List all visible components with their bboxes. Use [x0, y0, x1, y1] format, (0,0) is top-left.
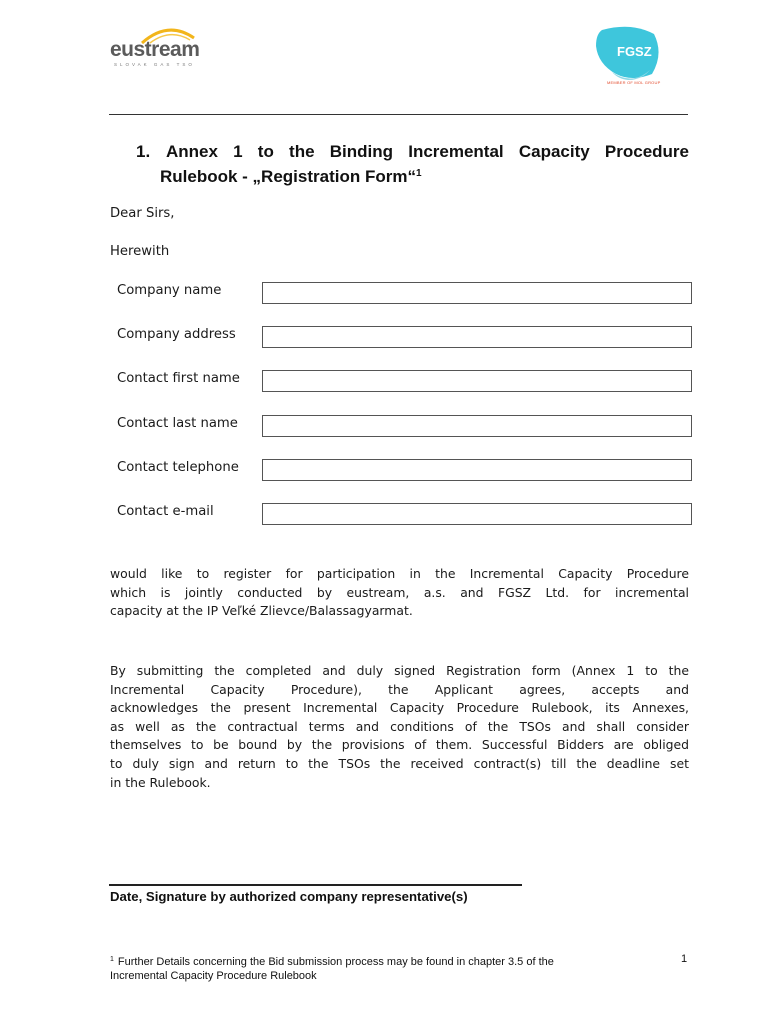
fgsz-logo-tagline: MEMBER OF MOL GROUP: [607, 80, 661, 85]
company-address-label: Company address: [117, 327, 236, 342]
paragraph-line: acknowledges the present Incremental Capacity Procedure Rulebook, its Annexes,: [110, 700, 689, 716]
contact-telephone-field[interactable]: [262, 459, 692, 481]
contact-first-name-field[interactable]: [262, 370, 692, 392]
paragraph-line: in the Rulebook.: [110, 774, 211, 790]
section-number: 1.: [136, 142, 151, 161]
footnote-ref: 1: [415, 168, 422, 179]
company-address-field[interactable]: [262, 326, 692, 348]
company-name-field[interactable]: [262, 282, 692, 304]
terms-paragraph: [110, 662, 689, 792]
paragraph-line: By submitting the completed and duly signed Registration form (Annex 1 to the: [110, 663, 689, 678]
greeting: Dear Sirs,: [110, 206, 175, 221]
paragraph-line: which is jointly conducted by eustream, a.s. and FGSZ Ltd. for incremental: [110, 584, 689, 600]
intro-text: Herewith: [110, 244, 170, 259]
paragraph-line: themselves to be bound by the provisions of them. Successful Bidders are obliged: [110, 737, 689, 753]
title-line-2: Rulebook - „Registration Form“$^1$: [160, 167, 422, 186]
signature-line: [109, 884, 522, 886]
contact-email-field[interactable]: [262, 503, 692, 525]
company-name-label: Company name: [117, 283, 222, 298]
footnote-line-1: Further Details concerning the Bid submission process may be found in chapter 3.5 of the: [117, 956, 554, 968]
fgsz-logo: FGSZ: [617, 44, 652, 59]
title-line-1: Annex 1 to the Binding Incremental Capacity Procedure: [166, 142, 689, 161]
paragraph-line: would like to register for participation in the Incremental Capacity Procedure: [110, 566, 689, 581]
paragraph-line: capacity at the IP Veľké Zlievce/Balassagyarmat.: [110, 603, 413, 619]
contact-last-name-label: Contact last name: [117, 416, 238, 431]
contact-telephone-label: Contact telephone: [117, 460, 239, 475]
contact-last-name-field[interactable]: [262, 415, 692, 437]
eustream-logo: eustream: [110, 38, 200, 61]
paragraph-line: to duly sign and return to the TSOs the received contract(s) till the deadline set: [110, 755, 689, 771]
paragraph-line: as well as the contractual terms and conditions of the TSOs and shall consider: [110, 718, 689, 734]
header-divider: [109, 114, 688, 115]
contact-first-name-label: Contact first name: [117, 371, 240, 386]
page-number: 1: [681, 953, 688, 965]
paragraph-line: Incremental Capacity Procedure), the Applicant agrees, accepts and: [110, 681, 689, 697]
footnote-line-2: Incremental Capacity Procedure Rulebook: [110, 970, 317, 982]
signature-label: Date, Signature by authorized company representative(s): [110, 889, 468, 904]
registration-paragraph: [110, 565, 689, 621]
eustream-logo-tagline: SLOVAK GAS TSO: [114, 62, 195, 67]
footnote-marker: 1: [110, 956, 114, 963]
contact-email-label: Contact e-mail: [117, 504, 214, 519]
footnote: [110, 953, 650, 983]
